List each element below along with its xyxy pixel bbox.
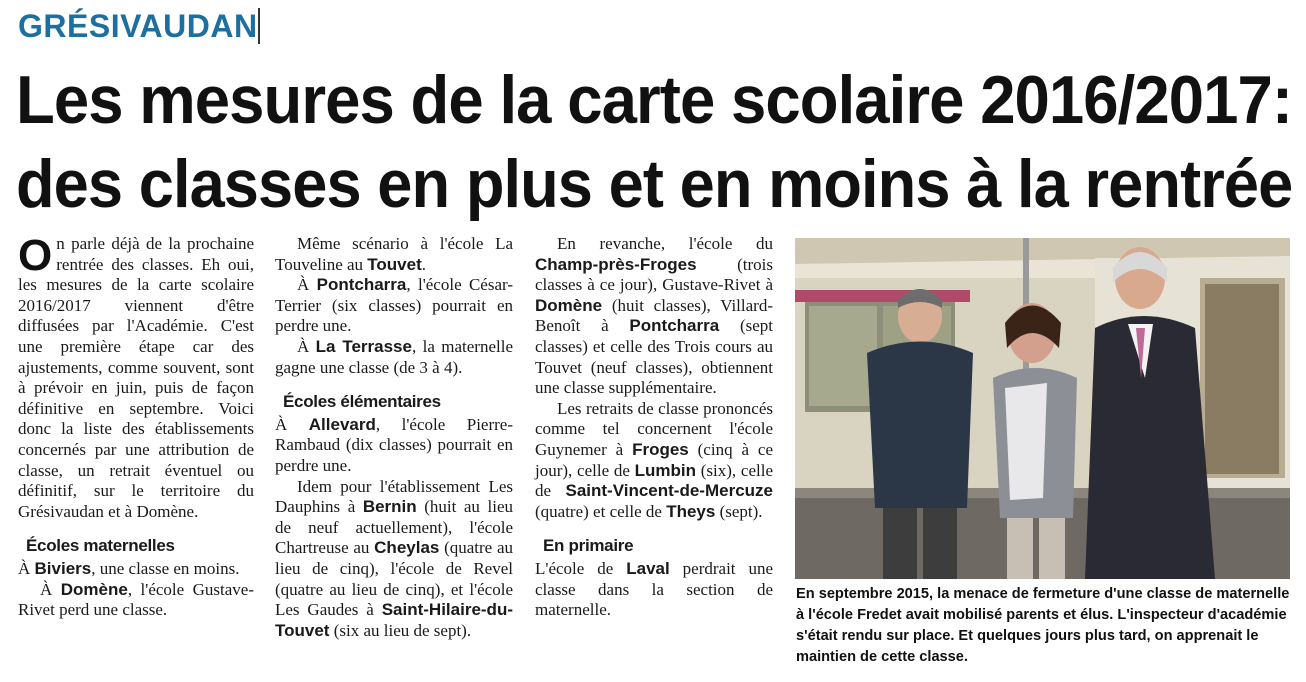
place-name: Allevard [308, 414, 376, 434]
paragraph: À Allevard, l'école Pierre-Rambaud (dix classes) pourrait en perdre une. [275, 414, 514, 475]
place-name: Lumbin [634, 460, 697, 480]
place-name: Domène [60, 579, 128, 599]
photo-scene [795, 238, 1290, 579]
place-name: Bernin [362, 497, 417, 517]
section-label: GRÉSIVAUDAN [18, 8, 258, 44]
paragraph: L'école de Laval perdrait une classe dans la section de maternelle. [535, 558, 773, 620]
place-name: Cheylas [374, 538, 440, 558]
intro-paragraph [18, 231, 254, 522]
place-name: Pontcharra [316, 275, 407, 295]
photo-caption: En septembre 2015, la menace de fermeture d'une classe de maternelle à l'école Fredet avait mobilisé parents et élus. L'inspecteur d'académie s'était rendu sur place. Et quelques jours plus tard, on apprenait le maintien de cette classe. [796, 586, 1290, 665]
place-name: Saint-Hilaire-du-Touvet [275, 600, 513, 640]
place-name: Domène [535, 295, 603, 315]
section-divider [258, 8, 260, 44]
paragraph: À La Terrasse, la maternelle gagne une classe (de 3 à 4). [275, 336, 513, 377]
intro-text: n parle déjà de la prochaine rentrée des classes. Eh oui, les mesures de la carte scolaire 2016/2017 viennent d'être diffusées par l'Académie. C'est une première étape car des ajustements, comme souvent, sont à prévoir en juin, puis de façon définitive en septembre. Voici donc la liste des établissements concernés par une attribution de classe, un retrait éventuel ou définitif, sur le territoire du Grésivaudan et à Domène. [18, 234, 254, 521]
place-name: La Terrasse [315, 336, 412, 356]
paragraph: Idem pour l'établissement Les Dauphins à Bernin (huit au lieu de neuf actuellement), l'école Chartreuse au Cheylas (quatre au lieu de cinq), l'école de Revel (quatre au lieu de cinq), et l'école Les Gaudes à Saint-Hilaire-du-Touvet (six au lieu de sept). [275, 476, 514, 640]
place-name: Theys [666, 501, 716, 521]
news-photo [795, 238, 1290, 579]
place-name: Champ-près-Froges [535, 254, 697, 274]
headline [16, 58, 1296, 226]
subhead-elementaires: Écoles élémentaires [283, 392, 441, 412]
place-name: Pontcharra [629, 316, 720, 336]
headline-line-2: des classes en plus et en moins à la rentrée [16, 146, 1293, 222]
paragraph: En revanche, l'école du Champ-près-Froges (trois classes à ce jour), Gustave-Rivet à Domène (huit classes), Villard-Benoît à Pontcharra (sept classes) et celle des Trois cours au Touvet (neuf classes), obtiennent une classe supplémentaire. [535, 234, 773, 398]
place-name: Froges [632, 439, 689, 459]
article-column-3 [535, 234, 773, 621]
article-column-1 [18, 231, 255, 621]
paragraph: Même scénario à l'école La Touveline au Touvet. [275, 234, 513, 274]
headline-line-1: Les mesures de la carte scolaire 2016/2017: [16, 62, 1293, 138]
paragraph: À Biviers, une classe en moins. [18, 558, 240, 578]
paragraph: Les retraits de classe prononcés comme tel concernent l'école Guynemer à Froges (cinq à ce jour), celle de Lumbin (six), celle de Saint-Vincent-de-Mercuze (quatre) et celle de Theys (sept). [535, 398, 773, 521]
place-name: Biviers [34, 558, 92, 578]
subhead-maternelles: Écoles maternelles [26, 536, 175, 556]
subhead-primaire: En primaire [543, 536, 634, 556]
place-name: Saint-Vincent-de-Mercuze [565, 481, 773, 501]
drop-cap: O [18, 231, 53, 280]
place-name: Laval [626, 558, 670, 578]
paragraph: À Domène, l'école Gustave-Rivet perd une classe. [18, 579, 255, 620]
article-column-2 [275, 234, 513, 641]
paragraph: À Pontcharra, l'école César-Terrier (six classes) pourrait en perdre une. [275, 275, 513, 336]
place-name: Touvet [367, 254, 422, 274]
